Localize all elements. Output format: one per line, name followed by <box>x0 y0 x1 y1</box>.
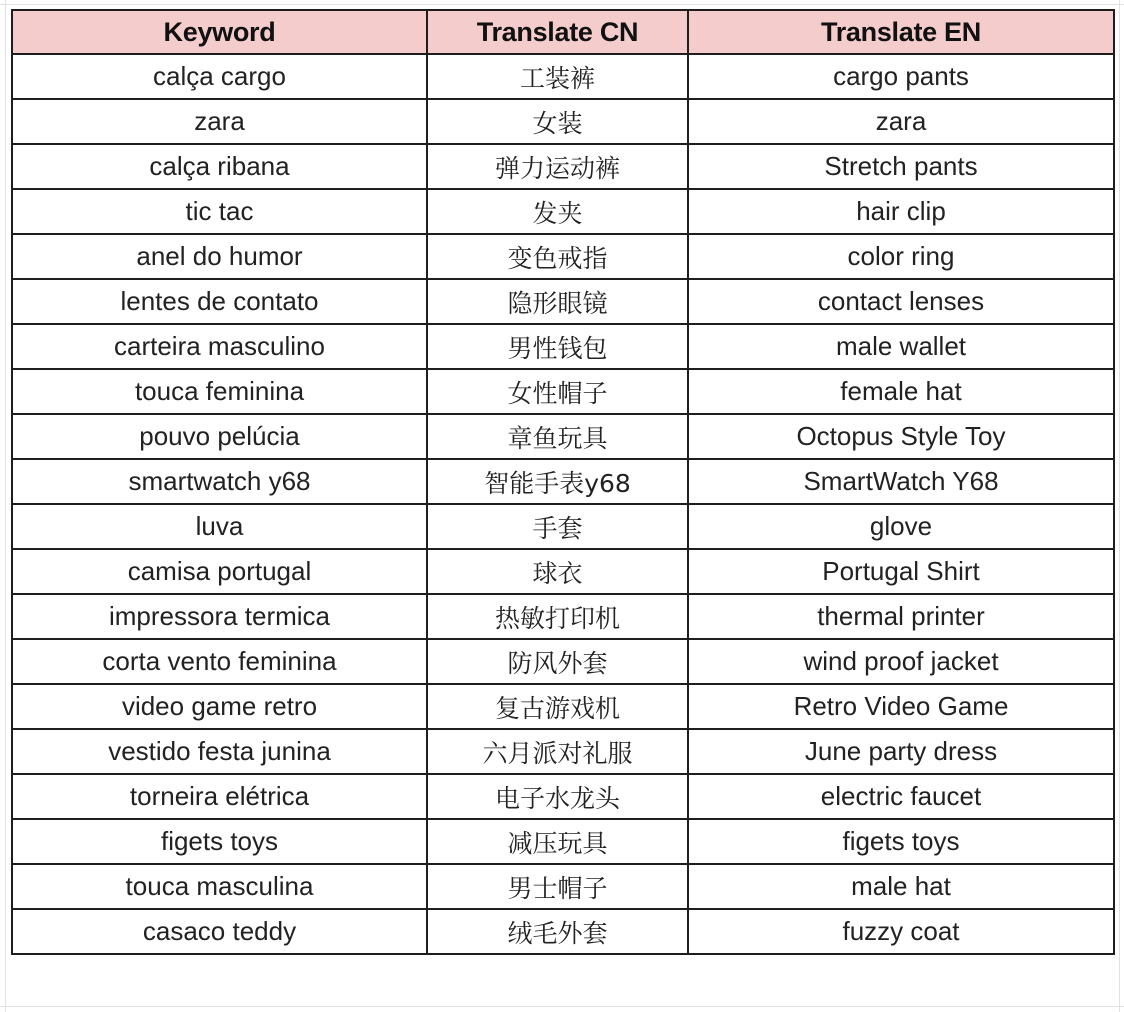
header-row <box>12 10 1114 54</box>
table-row <box>12 144 1114 189</box>
keyword-cell[interactable]: video game retro <box>12 684 427 729</box>
translate-cn-cell[interactable]: 减压玩具 <box>427 819 688 864</box>
keyword-cell[interactable]: camisa portugal <box>12 549 427 594</box>
translate-en-cell[interactable]: electric faucet <box>688 774 1114 819</box>
keyword-cell[interactable]: impressora termica <box>12 594 427 639</box>
translate-cn-cell[interactable]: 女性帽子 <box>427 369 688 414</box>
translate-en-cell[interactable]: thermal printer <box>688 594 1114 639</box>
translate-en-cell[interactable]: color ring <box>688 234 1114 279</box>
translate-cn-cell[interactable]: 男性钱包 <box>427 324 688 369</box>
table-row <box>12 414 1114 459</box>
translate-en-cell[interactable]: Portugal Shirt <box>688 549 1114 594</box>
header-translate-en[interactable]: Translate EN <box>688 10 1114 54</box>
keyword-cell[interactable]: zara <box>12 99 427 144</box>
keyword-cell[interactable]: pouvo pelúcia <box>12 414 427 459</box>
translate-cn-cell[interactable]: 智能手表y68 <box>427 459 688 504</box>
translate-en-cell[interactable]: Octopus Style Toy <box>688 414 1114 459</box>
gridline <box>0 4 1124 5</box>
keyword-cell[interactable]: lentes de contato <box>12 279 427 324</box>
keyword-cell[interactable]: calça ribana <box>12 144 427 189</box>
translate-en-cell[interactable]: cargo pants <box>688 54 1114 99</box>
translate-en-cell[interactable]: Retro Video Game <box>688 684 1114 729</box>
translate-cn-cell[interactable]: 章鱼玩具 <box>427 414 688 459</box>
table-row <box>12 819 1114 864</box>
translate-cn-cell[interactable]: 工装裤 <box>427 54 688 99</box>
translate-cn-cell[interactable]: 电子水龙头 <box>427 774 688 819</box>
translate-cn-cell[interactable]: 球衣 <box>427 549 688 594</box>
keyword-cell[interactable]: corta vento feminina <box>12 639 427 684</box>
table-row <box>12 324 1114 369</box>
table-row <box>12 864 1114 909</box>
table-row <box>12 594 1114 639</box>
keyword-cell[interactable]: luva <box>12 504 427 549</box>
keyword-cell[interactable]: touca masculina <box>12 864 427 909</box>
translate-cn-cell[interactable]: 女装 <box>427 99 688 144</box>
keyword-cell[interactable]: touca feminina <box>12 369 427 414</box>
translate-en-cell[interactable]: June party dress <box>688 729 1114 774</box>
table-row <box>12 54 1114 99</box>
keyword-cell[interactable]: torneira elétrica <box>12 774 427 819</box>
table-row <box>12 684 1114 729</box>
keyword-cell[interactable]: vestido festa junina <box>12 729 427 774</box>
keyword-cell[interactable]: figets toys <box>12 819 427 864</box>
keyword-cell[interactable]: carteira masculino <box>12 324 427 369</box>
translate-cn-cell[interactable]: 变色戒指 <box>427 234 688 279</box>
translate-en-cell[interactable]: Stretch pants <box>688 144 1114 189</box>
table-row <box>12 909 1114 954</box>
translate-cn-cell[interactable]: 防风外套 <box>427 639 688 684</box>
translate-en-cell[interactable]: zara <box>688 99 1114 144</box>
table-body <box>12 54 1114 954</box>
translate-en-cell[interactable]: hair clip <box>688 189 1114 234</box>
translate-cn-cell[interactable]: 复古游戏机 <box>427 684 688 729</box>
header-translate-cn[interactable]: Translate CN <box>427 10 688 54</box>
translate-cn-cell[interactable]: 热敏打印机 <box>427 594 688 639</box>
translate-en-cell[interactable]: wind proof jacket <box>688 639 1114 684</box>
translate-en-cell[interactable]: SmartWatch Y68 <box>688 459 1114 504</box>
translate-en-cell[interactable]: male hat <box>688 864 1114 909</box>
translate-cn-cell[interactable]: 男士帽子 <box>427 864 688 909</box>
translate-cn-cell[interactable]: 隐形眼镜 <box>427 279 688 324</box>
table-row <box>12 99 1114 144</box>
translate-cn-cell[interactable]: 六月派对礼服 <box>427 729 688 774</box>
keyword-cell[interactable]: tic tac <box>12 189 427 234</box>
header-keyword[interactable]: Keyword <box>12 10 427 54</box>
translate-cn-cell[interactable]: 绒毛外套 <box>427 909 688 954</box>
table-row <box>12 774 1114 819</box>
translate-cn-cell[interactable]: 弹力运动裤 <box>427 144 688 189</box>
translate-cn-cell[interactable]: 发夹 <box>427 189 688 234</box>
gridline <box>5 0 6 1012</box>
table-row <box>12 729 1114 774</box>
table-row <box>12 504 1114 549</box>
keyword-cell[interactable]: calça cargo <box>12 54 427 99</box>
translate-en-cell[interactable]: female hat <box>688 369 1114 414</box>
translate-en-cell[interactable]: male wallet <box>688 324 1114 369</box>
table-row <box>12 549 1114 594</box>
translate-en-cell[interactable]: fuzzy coat <box>688 909 1114 954</box>
table-row <box>12 279 1114 324</box>
table-row <box>12 369 1114 414</box>
translate-en-cell[interactable]: contact lenses <box>688 279 1114 324</box>
translate-cn-cell[interactable]: 手套 <box>427 504 688 549</box>
keyword-cell[interactable]: smartwatch y68 <box>12 459 427 504</box>
table-row <box>12 459 1114 504</box>
table-row <box>12 189 1114 234</box>
table-row <box>12 639 1114 684</box>
keyword-cell[interactable]: casaco teddy <box>12 909 427 954</box>
translate-en-cell[interactable]: figets toys <box>688 819 1114 864</box>
translate-en-cell[interactable]: glove <box>688 504 1114 549</box>
table-row <box>12 234 1114 279</box>
gridline <box>0 1006 1124 1007</box>
gridline <box>1119 0 1120 1012</box>
keyword-translation-table <box>11 9 1115 955</box>
keyword-cell[interactable]: anel do humor <box>12 234 427 279</box>
